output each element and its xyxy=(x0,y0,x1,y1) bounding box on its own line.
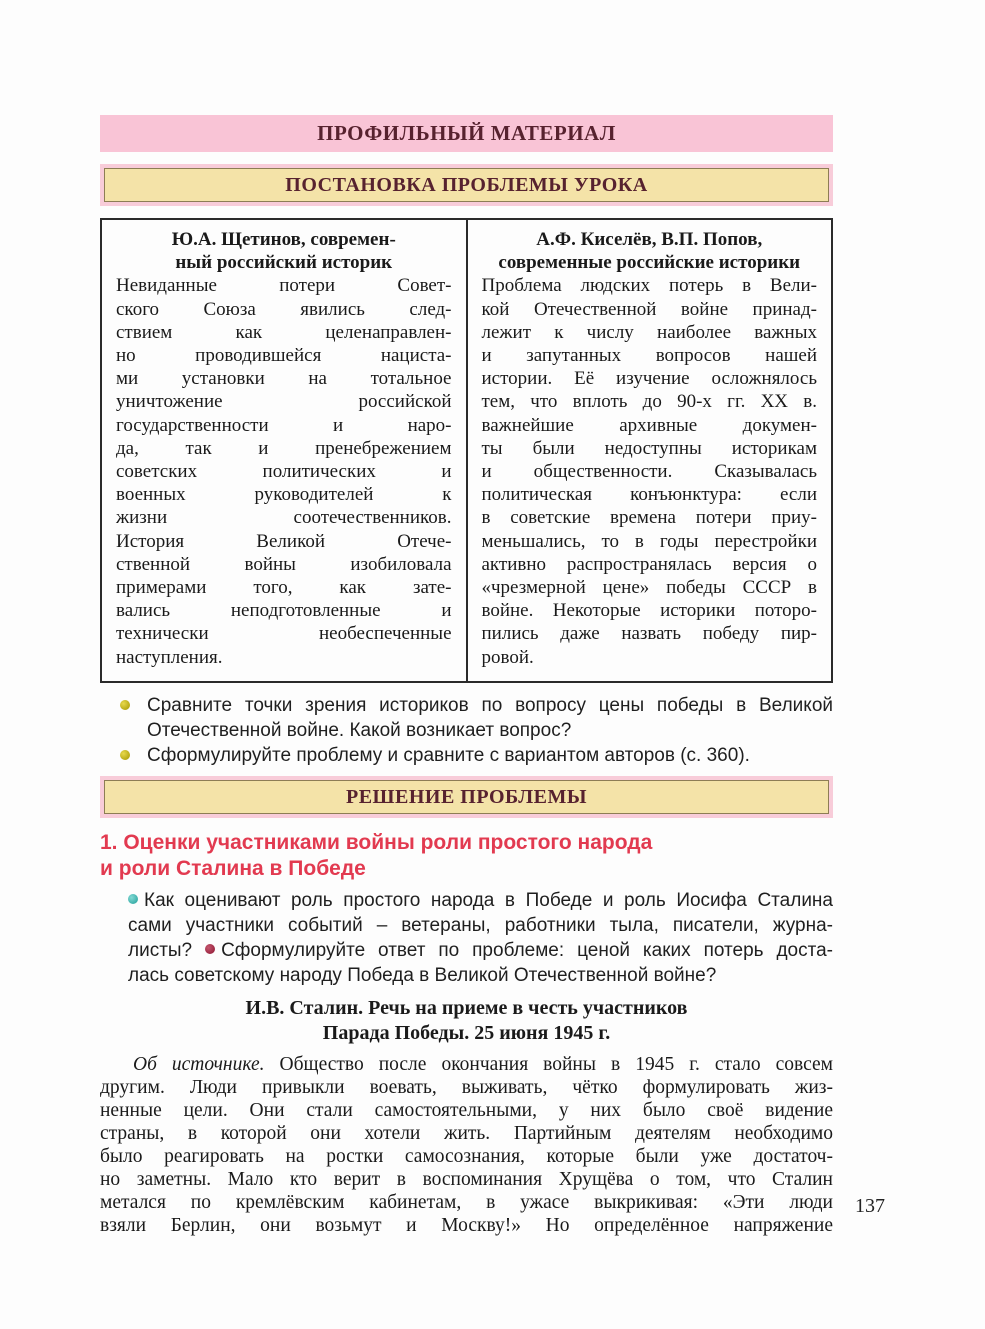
historian-right-header xyxy=(482,228,818,274)
source-title xyxy=(100,996,833,1046)
historian-left-text-line: жизни соотечественников. xyxy=(116,507,452,529)
historian-left-text-line: ственной войны изобиловала xyxy=(116,553,452,575)
question-text: листы? xyxy=(128,939,193,961)
question-text-line: сами участники событий – ветераны, работники тыла, писатели, журна- xyxy=(128,914,833,936)
paragraph-line: страны, в которой они хотели жить. Партийным деятелям необходимо xyxy=(100,1122,833,1144)
historian-left-text-line: советских политических и xyxy=(116,461,452,483)
question-text-line: Сравните точки зрения историков по вопросу цены победы в Великой xyxy=(147,694,833,716)
historian-left-text-line: Невиданные потери Совет- xyxy=(116,275,452,297)
question-item-text xyxy=(147,693,833,743)
question-text: Сформулируйте ответ по проблеме: ценой каких потерь доста- xyxy=(221,939,833,961)
paragraph-line: метался по кремлёвским кабинетам, в ужасе выкрикивая: «Эти люди xyxy=(100,1191,833,1213)
historian-right-text-line: кой Отечественной войне принад- xyxy=(481,298,817,320)
historian-right-text-line: важнейшие архивные докумен- xyxy=(481,414,817,436)
historians-table xyxy=(100,218,833,683)
about-source-lead: Об источнике. xyxy=(133,1053,265,1075)
questions-block-2 xyxy=(128,888,833,988)
banner-problem-solution-frame xyxy=(100,776,833,818)
historian-left-text-line: История Великой Отече- xyxy=(116,530,452,552)
banner-problem-setup-frame xyxy=(100,164,833,206)
question-item xyxy=(100,743,833,768)
question-text-line: лась советскому народу Победа в Великой Отечественной войне? xyxy=(128,964,717,986)
bullet-dot-icon xyxy=(120,700,130,710)
about-source-lines xyxy=(100,1076,833,1237)
historian-right-header-line: А.Ф. Киселёв, В.П. Попов, xyxy=(536,229,763,250)
historian-right-text-line: пились даже назвать победу пир- xyxy=(481,623,817,645)
historian-left-text-line: технически необеспеченные xyxy=(116,623,452,645)
historian-right-text xyxy=(482,274,818,668)
historian-right-text-line: ровой. xyxy=(481,646,534,668)
historian-right-text-line: Проблема людских потерь в Вели- xyxy=(481,275,817,297)
historian-left-text-line: вались неподготовленные и xyxy=(116,600,452,622)
banner-problem-setup: ПОСТАНОВКА ПРОБЛЕМЫ УРОКА xyxy=(104,168,829,202)
section-1-heading xyxy=(100,830,833,882)
bullet-dot-icon xyxy=(205,944,215,954)
page-number: 137 xyxy=(855,1195,885,1217)
historian-right-text-line: и запутанных вопросов нашей xyxy=(481,345,817,367)
paragraph-line: взяли Берлин, они возьмут и Москву!» Но определённое напряжение xyxy=(100,1214,833,1236)
historian-right-text-line: активно распространялась версия о xyxy=(481,553,817,575)
historian-right-text-line: в советские времена потери приу- xyxy=(481,507,817,529)
paragraph-text: Общество после окончания войны в 1945 г. стало совсем xyxy=(279,1053,834,1075)
historian-left-text xyxy=(116,274,452,668)
historian-left-text-line: ми установки на тотальное xyxy=(116,368,452,390)
historian-left-text-line: наступления. xyxy=(116,646,223,668)
banner-profile-material: ПРОФИЛЬНЫЙ МАТЕРИАЛ xyxy=(100,115,833,152)
banner-problem-solution: РЕШЕНИЕ ПРОБЛЕМЫ xyxy=(104,780,829,814)
paragraph-line: ненные цели. Они стали самостоятельными, у них было своё видение xyxy=(100,1099,833,1121)
historian-right-text-line: ты были недоступны историкам xyxy=(481,437,817,459)
historian-right-text-line: политическая конъюнктура: если xyxy=(481,484,817,506)
section-heading-line: 1. Оценки участниками войны роли простого народа xyxy=(100,830,653,854)
historian-left-text-line: государственности и наро- xyxy=(116,414,452,436)
historian-left-header-line: Ю.А. Щетинов, современ- xyxy=(171,229,396,250)
question-text-line: Отечественной войне. Какой возникает вопрос? xyxy=(147,719,572,741)
historian-left-text-line: примерами того, как зате- xyxy=(116,577,452,599)
paragraph-line xyxy=(100,1053,833,1076)
historian-right-text-line: меньшались, то в годы перестройки xyxy=(481,530,817,552)
bullet-dot-icon xyxy=(120,750,130,760)
historian-right-text-line: войне. Некоторые историки поторо- xyxy=(481,600,817,622)
paragraph-line: но заметны. Мало кто верит в воспоминания Хрущёва о том, что Сталин xyxy=(100,1168,833,1190)
page-content xyxy=(100,115,833,1237)
question-text: Как оценивают роль простого народа в Победе и роль Иосифа Сталина xyxy=(144,889,833,911)
historian-right-header-line: современные российские историки xyxy=(498,252,801,274)
bullet-dot-icon xyxy=(128,894,138,904)
historian-left-text-line: да, так и пренебрежением xyxy=(116,437,452,459)
historian-left-text-line: военных руководителей к xyxy=(116,484,452,506)
question-text-line: Сформулируйте проблему и сравните с вариантом авторов (с. 360). xyxy=(147,744,750,766)
historian-right-text-line: тем, что вплоть до 90-х гг. XX в. xyxy=(481,391,817,413)
question-text-line xyxy=(128,938,833,963)
historian-right-text-line: «чрезмерной цене» победы СССР в xyxy=(481,577,817,599)
source-title-line: Парада Победы. 25 июня 1945 г. xyxy=(322,1021,611,1044)
historian-right-cell xyxy=(467,219,833,682)
about-source-paragraph xyxy=(100,1053,833,1237)
section-heading-line: и роли Сталина в Победе xyxy=(100,856,366,880)
historian-left-text-line: ского Союза явились след- xyxy=(116,298,452,320)
questions-block-1 xyxy=(100,693,833,768)
historian-left-header-line: ный российский историк xyxy=(175,252,393,274)
paragraph-line: другим. Люди привыкли воевать, выживать, чётко формулировать жиз- xyxy=(100,1076,833,1098)
historian-right-text-line: лежит к числу наиболее важных xyxy=(481,321,817,343)
historian-left-text-line: но проводившейся нациста- xyxy=(116,345,452,367)
question-item xyxy=(100,693,833,743)
historian-left-text-line: ствием как целенаправлен- xyxy=(116,321,452,343)
question-item-text xyxy=(147,743,833,768)
historian-left-cell xyxy=(101,219,467,682)
historian-right-text-line: и общественности. Сказывалась xyxy=(481,461,817,483)
historian-right-text-line: истории. Её изучение осложнялось xyxy=(481,368,817,390)
source-title-line: И.В. Сталин. Речь на приеме в честь участников xyxy=(245,996,688,1019)
historians-table-row xyxy=(101,219,832,682)
question-text-line xyxy=(128,888,833,913)
historian-left-header xyxy=(116,228,452,274)
historian-left-text-line: уничтожение российской xyxy=(116,391,452,413)
paragraph-line: было реагировать на ростки самосознания, которые были уже достаточ- xyxy=(100,1145,833,1167)
